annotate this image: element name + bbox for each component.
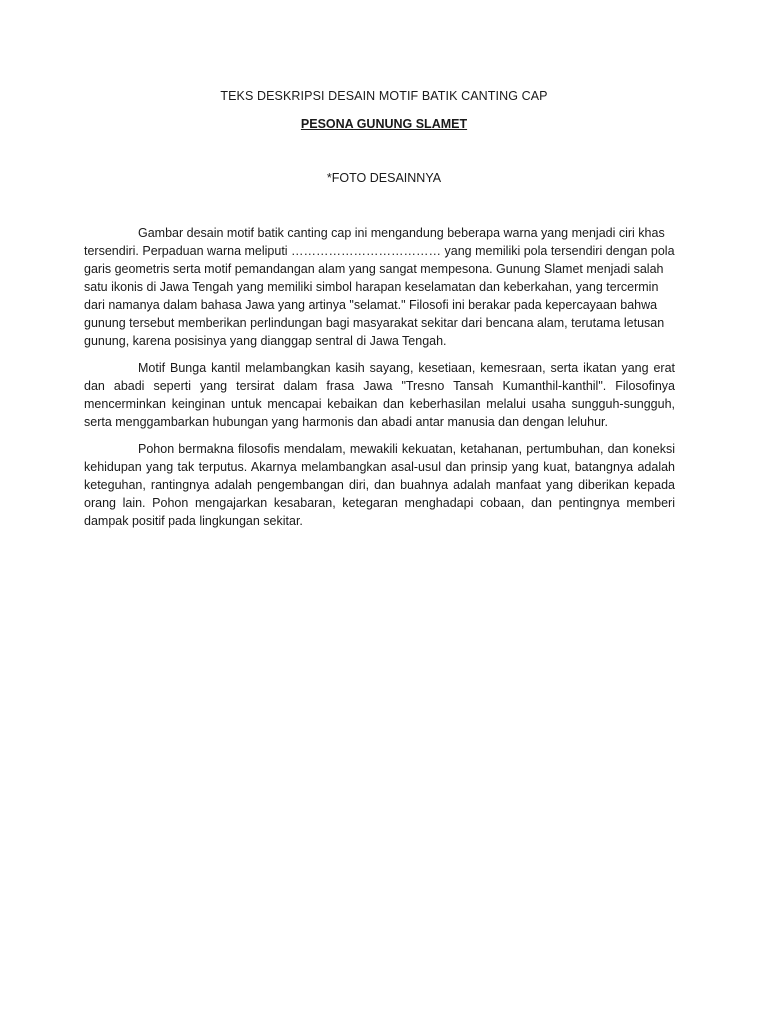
paragraph-tree-philosophy: Pohon bermakna filosofis mendalam, mewakili kekuatan, ketahanan, pertumbuhan, dan koneksi kehidupan yang tak terputus. Akarnya melambangkan asal-usul dan prinsip yang kuat, batangnya adalah keteguhan, rantingnya adalah pengembangan diri, dan buahnya adalah manfaat yang diberikan kepada orang lain. Pohon mengajarkan kesabaran, ketegaran menghadapi cobaan, dan pentingnya memberi dampak positif pada lingkungan sekitar.	[84, 442, 675, 528]
paragraph-kantil-flower: Motif Bunga kantil melambangkan kasih sayang, kesetiaan, kemesraan, serta ikatan yang erat dan abadi seperti yang tersirat dalam frasa Jawa "Tresno Tansah Kumanthil-kanthil". Filosofinya mencerminkan keinginan untuk mencapai kebaikan dan keberhasilan melalui usaha sungguh-sungguh, serta menggambarkan hubungan yang harmonis dan abadi antar manusia dan dengan leluhur.	[84, 361, 675, 429]
document-subtitle: PESONA GUNUNG SLAMET	[300, 117, 468, 131]
photo-placeholder-note: *FOTO DESAINNYA	[326, 171, 442, 185]
document-title: TEKS DESKRIPSI DESAIN MOTIF BATIK CANTING CAP	[220, 89, 548, 103]
document-body	[84, 224, 675, 539]
paragraph-mountain-description: Gambar desain motif batik canting cap ini mengandung beberapa warna yang menjadi ciri khas tersendiri. Perpaduan warna meliputi ……………………………… yang memiliki pola tersendiri dengan pola garis geometris serta motif pemandangan alam yang sangat mempesona. Gunung Slamet menjadi salah satu ikonis di Jawa Tengah yang memiliki simbol harapan keselamatan dan keberkahan, yang tercermin dari namanya dalam bahasa Jawa yang artinya "selamat." Filosofi ini berakar pada kepercayaan bahwa gunung tersebut memberikan perlindungan bagi masyarakat sekitar dari bencana alam, terutama letusan gunung, karena posisinya yang dianggap sentral di Jawa Tengah.	[84, 226, 675, 348]
